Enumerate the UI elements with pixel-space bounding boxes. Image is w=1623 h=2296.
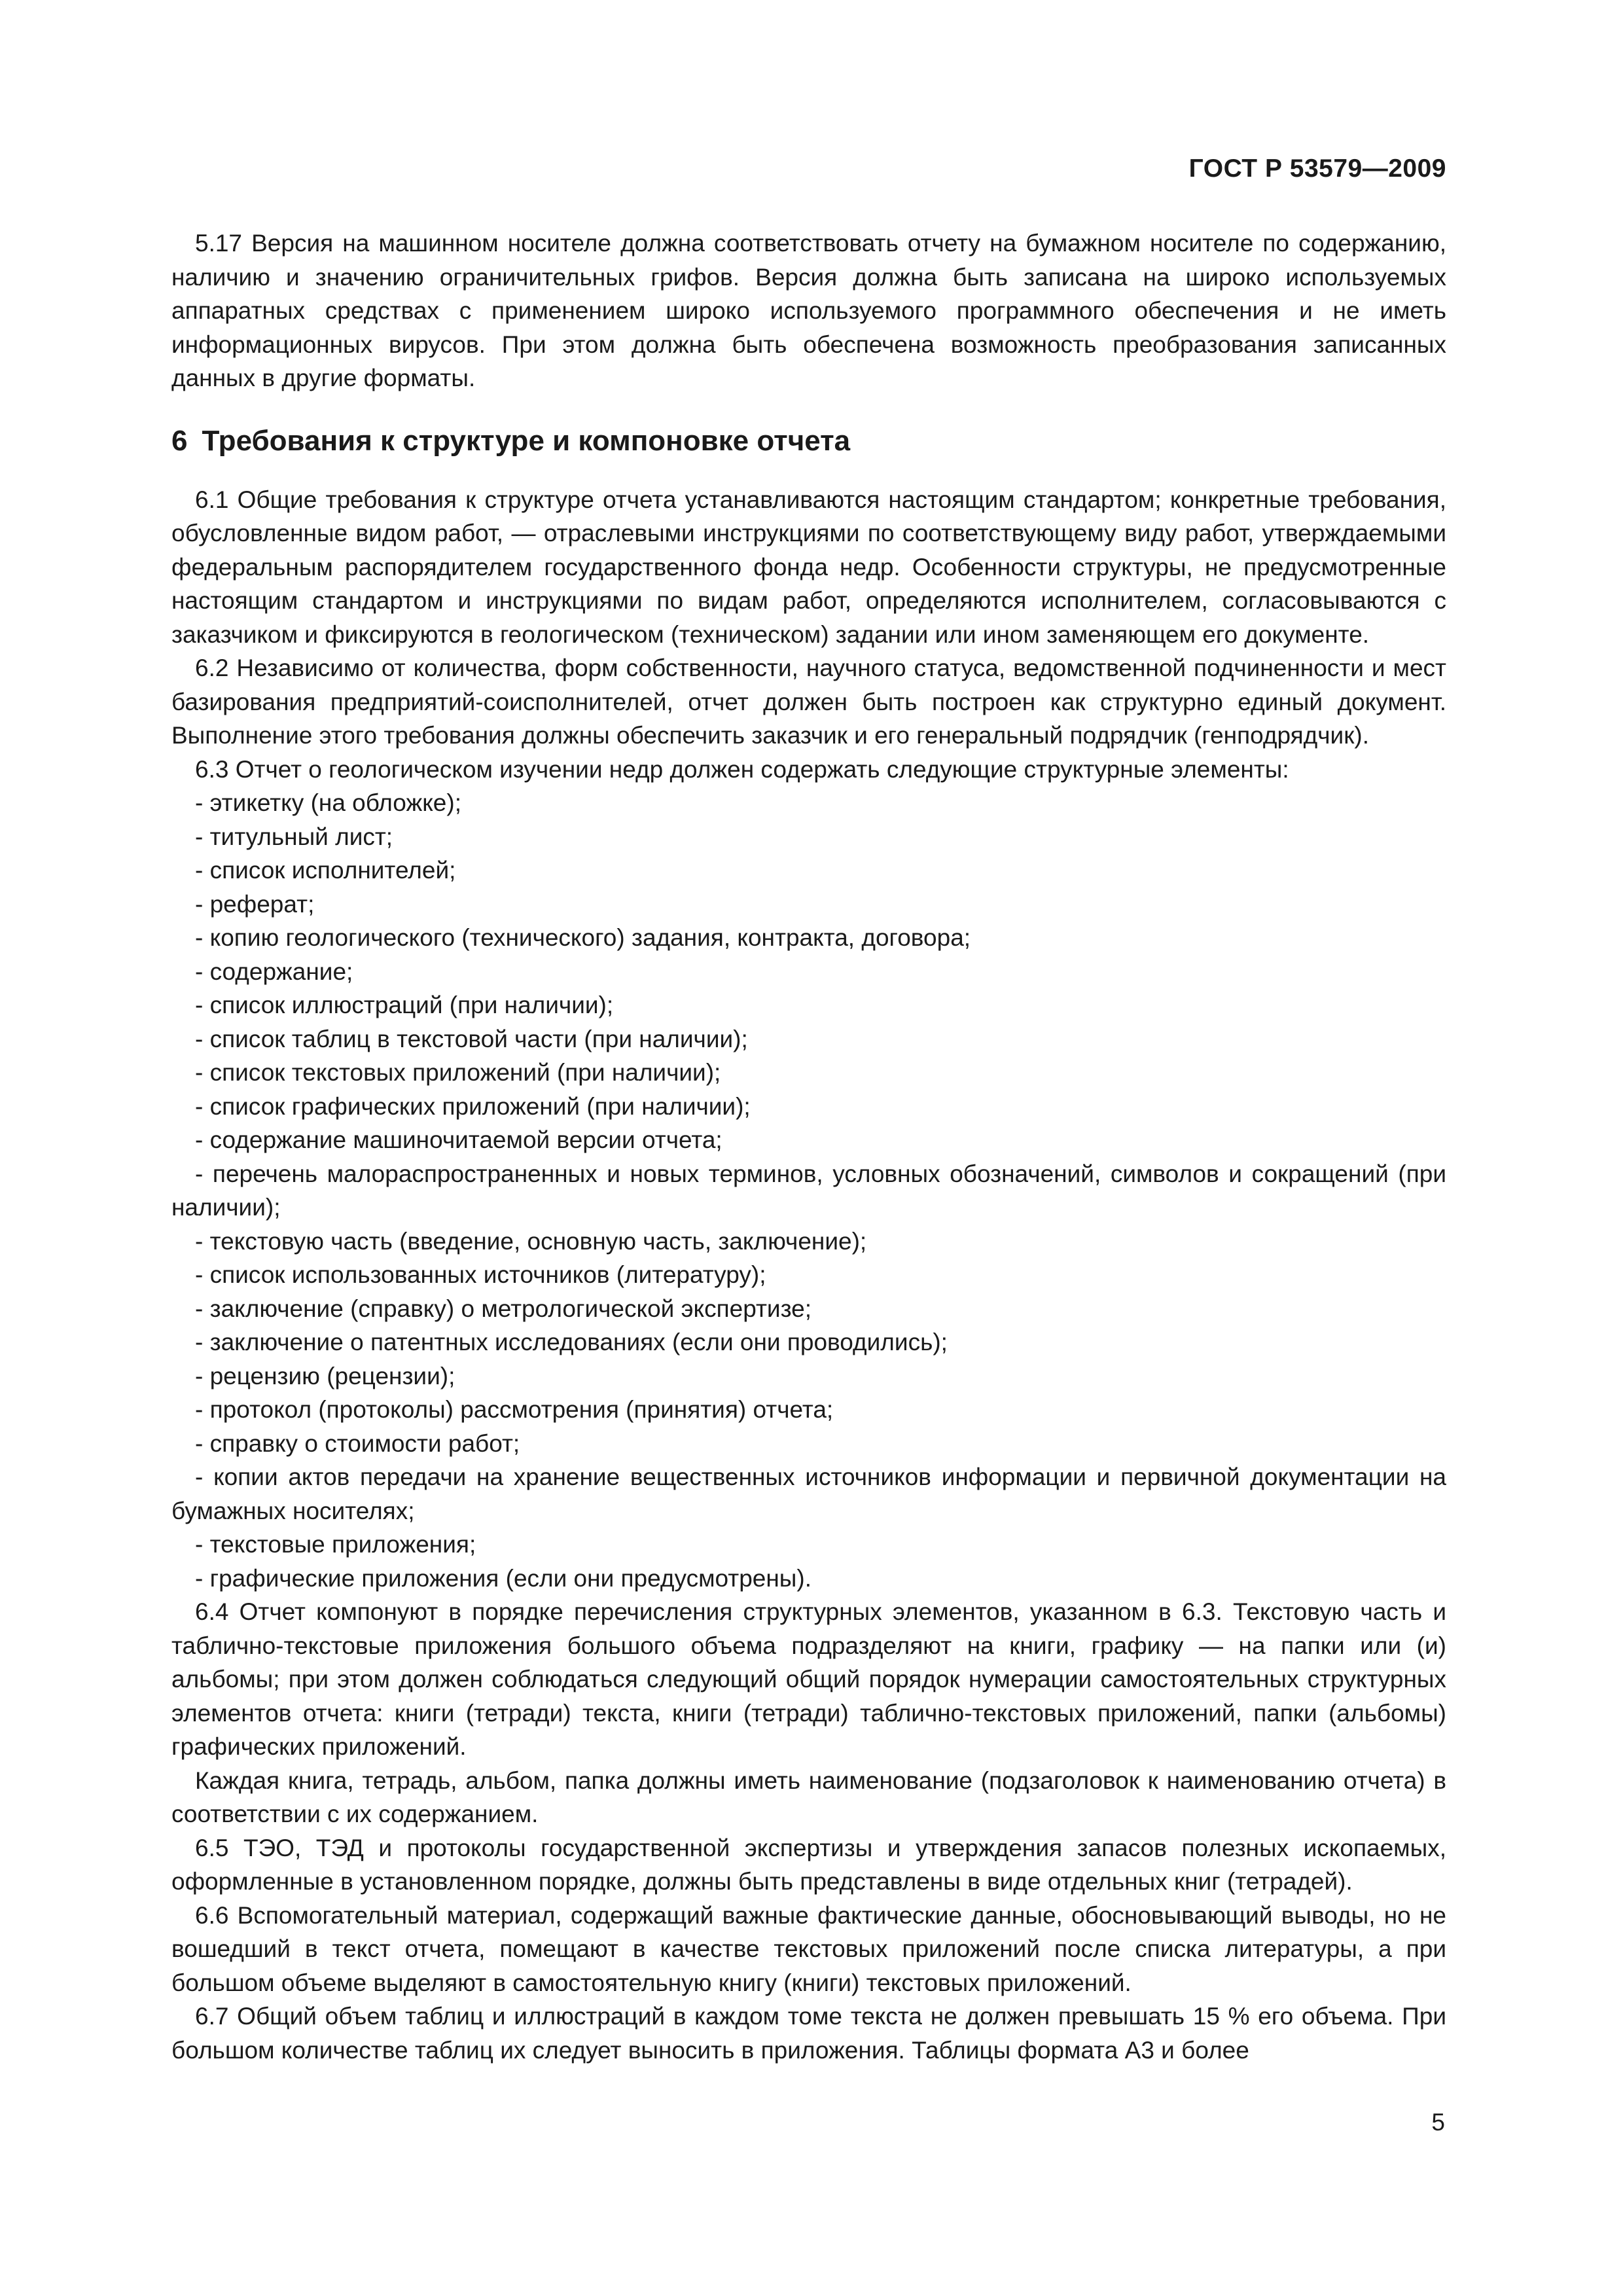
section-title: Требования к структуре и компоновке отчета [202, 424, 851, 457]
list-item: - список таблиц в текстовой части (при наличии); [195, 1025, 748, 1052]
section-heading [171, 423, 1446, 459]
paragraph-6-1: 6.1 Общие требования к структуре отчета устанавливаются настоящим стандартом; конкретные требования, обусловленные видом работ, — отраслевыми инструкциями по соответствующему виду работ, утверждаемыми федеральным распорядителем государственного фонда недр. Особенности структуры, не предусмотренные настоящим стандартом и инструкциями по видам работ, определяются исполнителем, согласовываются с заказчиком и фиксируются в геологическом (техническом) задании или ином заменяющем его документе. [171, 486, 1446, 648]
list-item: - перечень малораспространенных и новых терминов, условных обозначений, символов и сокращений (при наличии); [171, 1160, 1446, 1221]
list-item: - список графических приложений (при наличии); [195, 1092, 751, 1120]
paragraph-6-5: 6.5 ТЭО, ТЭД и протоколы государственной экспертизы и утверждения запасов полезных ископаемых, оформленные в установленном порядке, должны быть представлены в виде отдельных книг (тетрадей). [171, 1834, 1446, 1895]
paragraph-6-7: 6.7 Общий объем таблиц и иллюстраций в каждом томе текста не должен превышать 15 % его объема. При большом количестве таблиц их следует выносить в приложения. Таблицы формата А3 и более [171, 2003, 1446, 2064]
list-item: - копию геологического (технического) задания, контракта, договора; [195, 924, 971, 951]
paragraph-6-6: 6.6 Вспомогательный материал, содержащий важные фактические данные, обосновывающий выводы, но не вошедший в текст отчета, помещают в качестве текстовых приложений после списка литературы, а при большом объеме выделяют в самостоятельную книгу (книги) текстовых приложений. [171, 1901, 1446, 1996]
paragraph-6-2: 6.2 Независимо от количества, форм собственности, научного статуса, ведомственной подчиненности и мест базирования предприятий-соисполнителей, отчет должен быть построен как структурно единый документ. Выполнение этого требования должны обеспечить заказчик и его генеральный подрядчик (генподрядчик). [171, 655, 1446, 749]
list-item: - текстовую часть (введение, основную часть, заключение); [195, 1227, 867, 1255]
list-item: - список исполнителей; [195, 857, 456, 884]
page-number: 5 [1431, 2109, 1445, 2136]
document-body [171, 226, 1446, 2067]
section-number: 6 [171, 424, 188, 457]
list-item: - содержание машиночитаемой версии отчета; [195, 1126, 722, 1153]
list-item: - этикетку (на обложке); [195, 789, 461, 816]
list-item: - содержание; [195, 958, 353, 985]
list-item: - заключение (справку) о метрологической экспертизе; [195, 1295, 812, 1322]
list-item: - текстовые приложения; [195, 1531, 476, 1558]
paragraph-6-4-continued: Каждая книга, тетрадь, альбом, папка должны иметь наименование (подзаголовок к наименованию отчета) в соответствии с их содержанием. [171, 1767, 1446, 1827]
document-code-header: ГОСТ Р 53579—2009 [1188, 154, 1446, 183]
paragraph-6-3: 6.3 Отчет о геологическом изучении недр должен содержать следующие структурные элементы: [195, 755, 1289, 783]
structure-elements-list [171, 786, 1446, 1595]
list-item: - графические приложения (если они предусмотрены). [195, 1564, 812, 1592]
list-item: - список использованных источников (литературу); [195, 1261, 766, 1288]
list-item: - заключение о патентных исследованиях (если они проводились); [195, 1329, 948, 1355]
list-item: - рецензию (рецензии); [195, 1362, 455, 1390]
paragraph-6-4: 6.4 Отчет компонуют в порядке перечисления структурных элементов, указанном в 6.3. Текстовую часть и таблично-текстовые приложения большого объема подразделяют на книги, графику — на папки или (и) альбомы; при этом должен соблюдаться следующий общий порядок нумерации самостоятельных структурных элементов отчета: книги (тетради) текста, книги (тетради) таблично-текстовых приложений, папки (альбомы) графических приложений. [171, 1598, 1446, 1760]
list-item: - титульный лист; [195, 823, 393, 850]
list-item: - список иллюстраций (при наличии); [195, 992, 614, 1018]
list-item: - справку о стоимости работ; [195, 1429, 520, 1457]
list-item: - копии актов передачи на хранение вещественных источников информации и первичной документации на бумажных носителях; [171, 1463, 1446, 1524]
list-item: - реферат; [195, 890, 315, 918]
list-item: - список текстовых приложений (при наличии); [195, 1059, 721, 1086]
list-item: - протокол (протоколы) рассмотрения (принятия) отчета; [195, 1396, 834, 1423]
paragraph-5-17: 5.17 Версия на машинном носителе должна соответствовать отчету на бумажном носителе по содержанию, наличию и значению ограничительных грифов. Версия должна быть записана на широко используемых аппаратных средствах с применением широко используемого программного обеспечения и не иметь информационных вирусов. При этом должна быть обеспечена возможность преобразования записанных данных в другие форматы. [171, 230, 1446, 391]
